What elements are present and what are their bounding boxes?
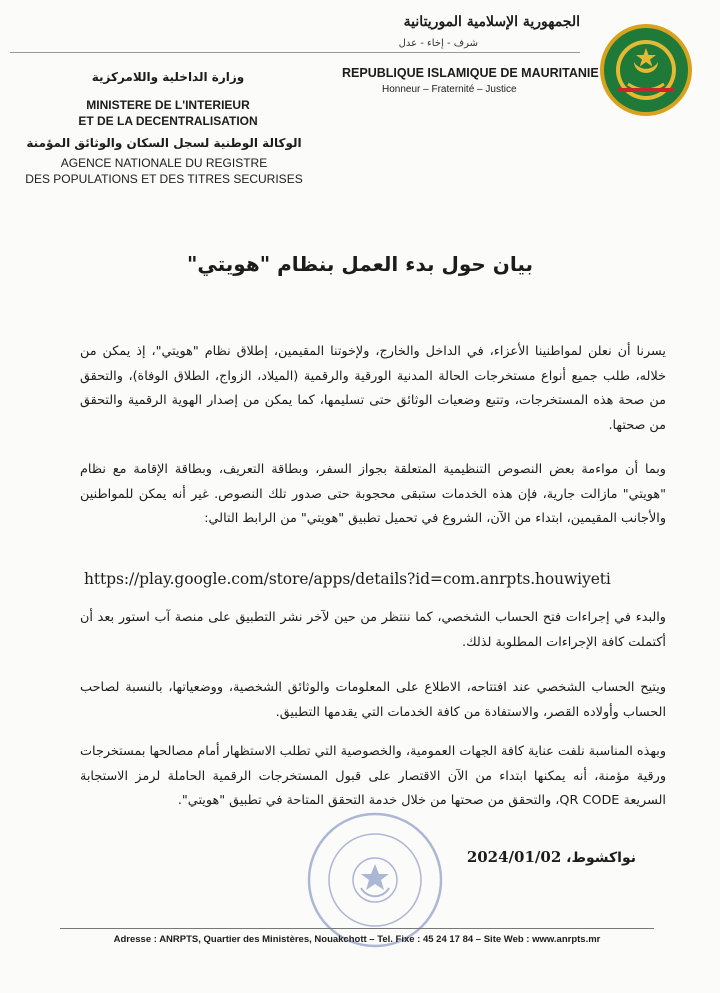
document-title: بيان حول بدء العمل بنظام "هويتي": [186, 252, 534, 276]
paragraph-2: وبما أن مواءمة بعض النصوص التنظيمية المتعلقة بجواز السفر، وبطاقة التعريف، وبطاقة الإقامة مع نظام "هويتي" مازالت جارية، فإن هذه الخدمات ستبقى محجوبة حتى صدور تلك النصوص. غير أنه يمكن للمواطنين والأجانب المقيمين، ابتداء من الآن، الشروع في تحميل تطبيق "هويتي" من الرابط التالي:: [80, 462, 666, 526]
ministry-name-fr-line2: ET DE LA DECENTRALISATION: [78, 114, 258, 128]
agency-name-fr-line2: DES POPULATIONS ET DES TITRES SECURISES: [25, 172, 303, 186]
place-date: [467, 848, 636, 866]
ministry-name-ar: وزارة الداخلية واللامركزية: [91, 70, 245, 84]
mauritania-emblem-icon: [598, 22, 694, 118]
app-link[interactable]: https://play.google.com/store/apps/details?id=com.anrpts.houwiyeti: [84, 570, 611, 588]
republic-name-fr: REPUBLIQUE ISLAMIQUE DE MAURITANIE: [342, 66, 599, 80]
paragraph-4: ويتيح الحساب الشخصي عند افتتاحه، الاطلاع على المعلومات والوثائق الشخصية، ووضعياتها، بالنسبة لصاحب الحساب وأولاده القصر، والاستفادة من كافة الخدمات التي يقدمها التطبيق.: [80, 680, 666, 720]
paragraph-3: والبدء في إجراءات فتح الحساب الشخصي، كما ننتظر من حين لآخر نشر التطبيق على منصة آب استور بعد أن أكتملت كافة الإجراءات المطلوبة لذلك.: [80, 610, 666, 650]
date: 2024/01/02: [466, 848, 562, 866]
footer-address: Adresse : ANRPTS, Quartier des Ministères, Nouakchott – Tel. Fixe : 45 24 17 84 – Site Web : www.anrpts.mr: [113, 934, 601, 945]
motto-fr: Honneur – Fraternité – Justice: [382, 84, 517, 95]
agency-name-fr-line1: AGENCE NATIONALE DU REGISTRE: [60, 156, 268, 170]
header-divider: [10, 52, 580, 53]
republic-name-ar: الجمهورية الإسلامية الموريتانية: [403, 14, 580, 30]
place: نواكشوط،: [566, 850, 636, 866]
ministry-name-fr-line1: MINISTERE DE L'INTERIEUR: [86, 98, 250, 112]
paragraph-5: وبهذه المناسبة نلفت عناية كافة الجهات العمومية، والخصوصية التي تطلب الاستظهار أمام مصالحها بمستخرجات ورقية مؤمنة، أنه يمكنها ابتداء من الآن الاقتصار على قبول المستخرجات الرقمية الحاملة لرمز الاستجابة السريعة QR CODE، والتحقق من صحتها من خلال خدمة التحقق المتاحة في تطبيق "هويتي".: [80, 744, 666, 808]
agency-name-ar: الوكالة الوطنية لسجل السكان والوثائق المؤمنة: [26, 136, 302, 150]
motto-ar: شرف - إخاء - عدل: [398, 38, 478, 49]
agency-stamp-icon: [305, 810, 445, 950]
paragraph-1: يسرنا أن نعلن لمواطنينا الأعزاء، في الداخل والخارج، ولإخوتنا المقيمين، إطلاق نظام "هويتي"، إذ يمكن من خلاله، طلب جميع أنواع مستخرجات الحالة المدنية الورقية والرقمية (الميلاد، الزواج، الطلاق الوفاة)، والتحقق من صحة هذه المستخرجات، وتتبع وضعيات الوثائق حتى تسليمها، كما يمكن من إصدار الهوية الرقمية والتحقق من صحتها.: [80, 344, 666, 433]
footer-divider: [60, 928, 654, 929]
